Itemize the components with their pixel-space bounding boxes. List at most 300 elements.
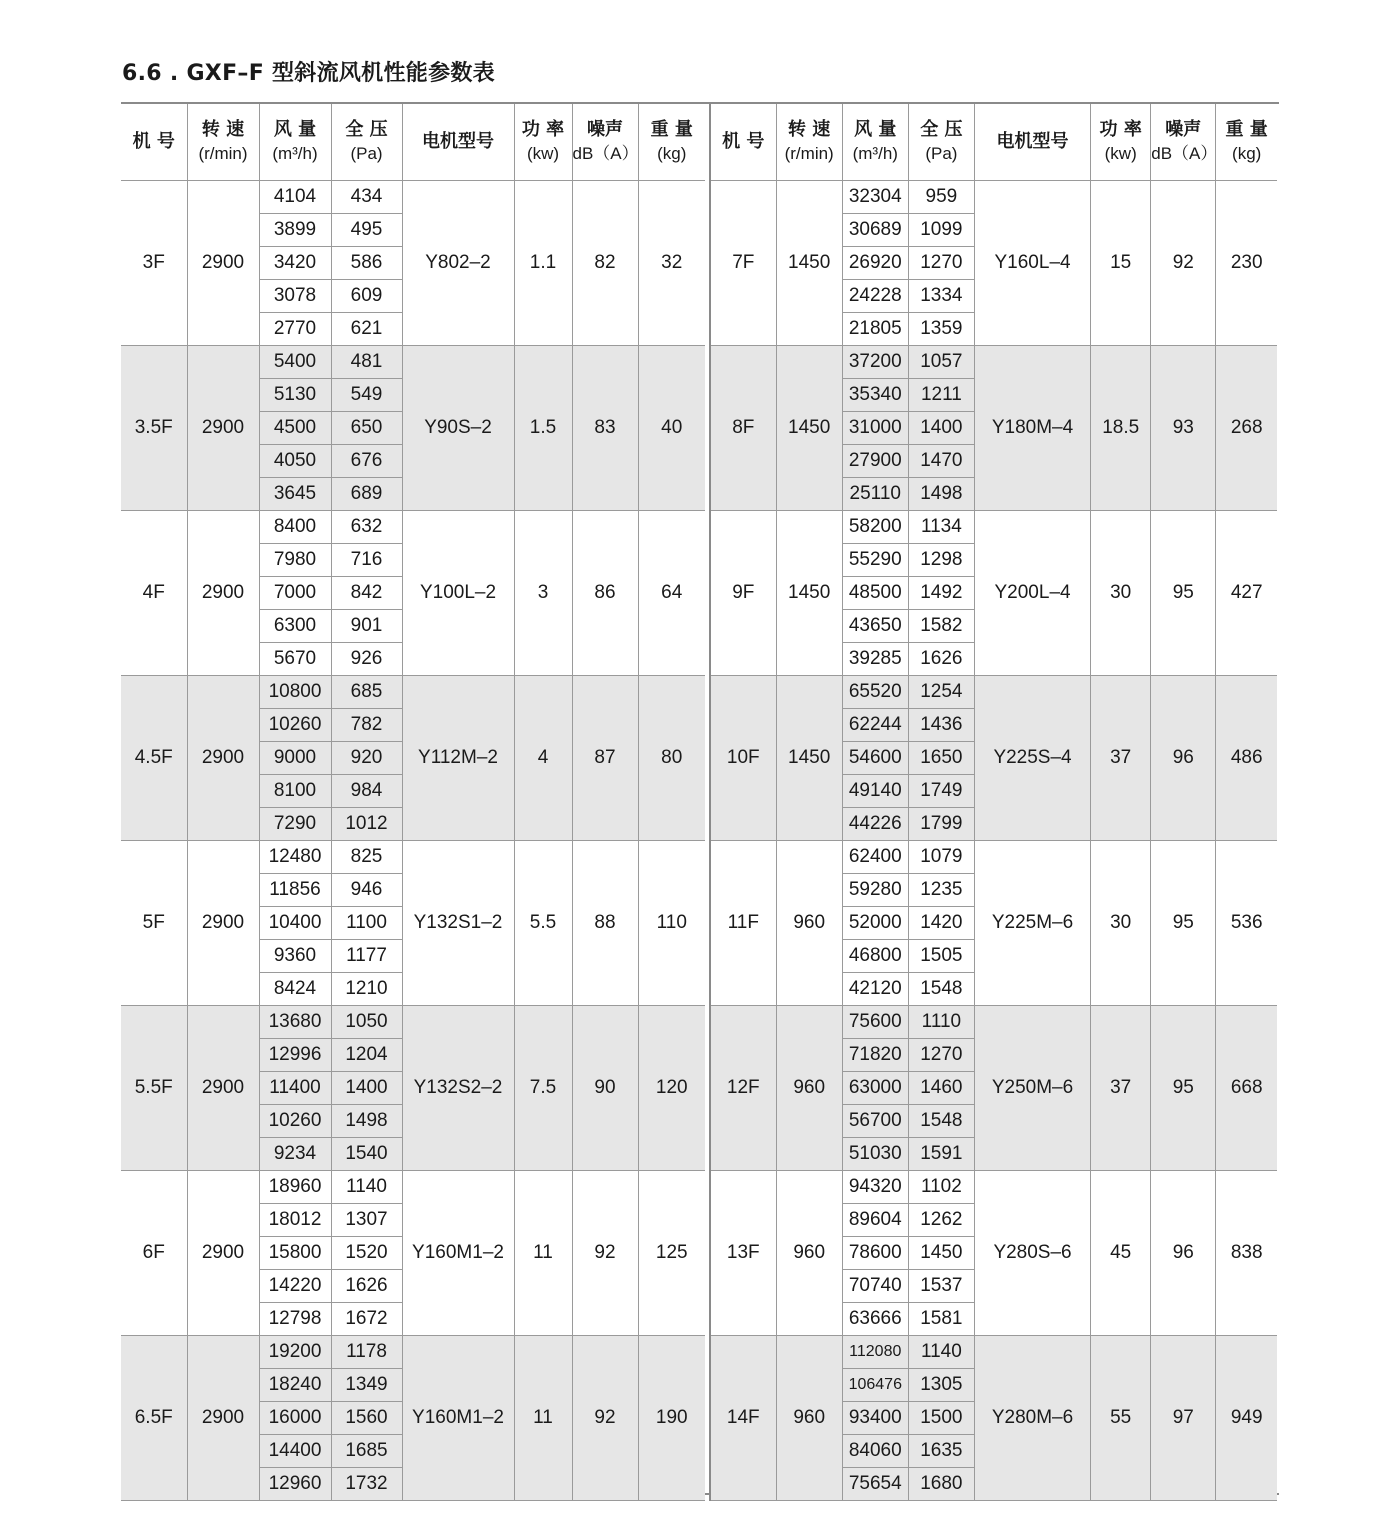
cell-pressure: 1500 <box>908 1402 974 1435</box>
cell-flow: 8400 <box>259 511 331 544</box>
cell-noise: 90 <box>572 1006 638 1171</box>
cell-power: 15 <box>1091 181 1151 346</box>
cell-pressure: 632 <box>331 511 402 544</box>
col-header-speed: 转 速 (r/min) <box>776 104 842 181</box>
col-header-noise: 噪声 dB（A） <box>1151 104 1216 181</box>
fan-group <box>710 1171 1277 1336</box>
cell-weight: 64 <box>638 511 705 676</box>
cell-noise: 87 <box>572 676 638 841</box>
cell-model: 7F <box>710 181 776 346</box>
table-row <box>121 1336 705 1369</box>
cell-pressure: 1307 <box>331 1204 402 1237</box>
cell-motor: Y200L–4 <box>974 511 1090 676</box>
cell-flow: 5130 <box>259 379 331 412</box>
cell-noise: 97 <box>1151 1336 1216 1501</box>
cell-power: 11 <box>514 1336 572 1501</box>
col-header-speed: 转 速 (r/min) <box>187 104 259 181</box>
cell-flow: 59280 <box>842 874 908 907</box>
cell-flow: 5670 <box>259 643 331 676</box>
cell-pressure: 1270 <box>908 1039 974 1072</box>
cell-model: 12F <box>710 1006 776 1171</box>
cell-flow: 5400 <box>259 346 331 379</box>
table-row <box>121 676 705 709</box>
cell-power: 3 <box>514 511 572 676</box>
fan-group <box>710 676 1277 841</box>
cell-noise: 86 <box>572 511 638 676</box>
cell-pressure: 901 <box>331 610 402 643</box>
cell-motor: Y280M–6 <box>974 1336 1090 1501</box>
cell-weight: 125 <box>638 1171 705 1336</box>
cell-flow: 49140 <box>842 775 908 808</box>
cell-speed: 960 <box>776 841 842 1006</box>
cell-weight: 486 <box>1216 676 1277 841</box>
cell-flow: 35340 <box>842 379 908 412</box>
cell-flow: 78600 <box>842 1237 908 1270</box>
cell-flow: 14220 <box>259 1270 331 1303</box>
fan-group <box>121 1006 705 1171</box>
cell-speed: 2900 <box>187 841 259 1006</box>
cell-pressure: 1650 <box>908 742 974 775</box>
cell-flow: 25110 <box>842 478 908 511</box>
cell-flow: 2770 <box>259 313 331 346</box>
cell-noise: 88 <box>572 841 638 1006</box>
cell-flow: 21805 <box>842 313 908 346</box>
col-header-pressure: 全 压 (Pa) <box>331 104 402 181</box>
cell-weight: 838 <box>1216 1171 1277 1336</box>
cell-flow: 9000 <box>259 742 331 775</box>
cell-power: 37 <box>1091 1006 1151 1171</box>
cell-weight: 230 <box>1216 181 1277 346</box>
cell-noise: 83 <box>572 346 638 511</box>
cell-flow: 24228 <box>842 280 908 313</box>
cell-flow: 11400 <box>259 1072 331 1105</box>
col-header-motor: 电机型号 <box>402 104 514 181</box>
right-table <box>709 104 1277 1501</box>
cell-pressure: 1470 <box>908 445 974 478</box>
cell-motor: Y180M–4 <box>974 346 1090 511</box>
cell-pressure: 1749 <box>908 775 974 808</box>
cell-flow: 112080 <box>842 1336 908 1369</box>
cell-pressure: 984 <box>331 775 402 808</box>
cell-speed: 2900 <box>187 1171 259 1336</box>
cell-pressure: 1436 <box>908 709 974 742</box>
cell-flow: 13680 <box>259 1006 331 1039</box>
table-row <box>121 511 705 544</box>
cell-motor: Y802–2 <box>402 181 514 346</box>
cell-flow: 39285 <box>842 643 908 676</box>
cell-pressure: 1235 <box>908 874 974 907</box>
cell-pressure: 1140 <box>331 1171 402 1204</box>
col-header-model: 机 号 <box>710 104 776 181</box>
cell-pressure: 716 <box>331 544 402 577</box>
header-row <box>710 104 1277 181</box>
cell-flow: 10260 <box>259 1105 331 1138</box>
left-table <box>121 104 705 1501</box>
cell-power: 30 <box>1091 511 1151 676</box>
fan-group <box>710 1336 1277 1501</box>
cell-model: 9F <box>710 511 776 676</box>
cell-weight: 32 <box>638 181 705 346</box>
cell-flow: 63000 <box>842 1072 908 1105</box>
cell-power: 30 <box>1091 841 1151 1006</box>
cell-model: 6.5F <box>121 1336 187 1501</box>
cell-pressure: 1732 <box>331 1468 402 1501</box>
cell-pressure: 1680 <box>908 1468 974 1501</box>
fan-group <box>121 511 705 676</box>
fan-group <box>121 346 705 511</box>
cell-pressure: 842 <box>331 577 402 610</box>
fan-group <box>710 346 1277 511</box>
table-row <box>710 676 1277 709</box>
cell-noise: 82 <box>572 181 638 346</box>
cell-pressure: 1262 <box>908 1204 974 1237</box>
cell-pressure: 586 <box>331 247 402 280</box>
cell-flow: 12996 <box>259 1039 331 1072</box>
cell-weight: 80 <box>638 676 705 841</box>
cell-motor: Y225M–6 <box>974 841 1090 1006</box>
cell-flow: 32304 <box>842 181 908 214</box>
cell-flow: 55290 <box>842 544 908 577</box>
table-row <box>710 1171 1277 1204</box>
cell-motor: Y100L–2 <box>402 511 514 676</box>
fan-group <box>121 181 705 346</box>
cell-speed: 2900 <box>187 346 259 511</box>
cell-flow: 7000 <box>259 577 331 610</box>
cell-pressure: 1548 <box>908 973 974 1006</box>
cell-noise: 95 <box>1151 1006 1216 1171</box>
table-row <box>121 346 705 379</box>
cell-pressure: 1178 <box>331 1336 402 1369</box>
cell-flow: 9234 <box>259 1138 331 1171</box>
cell-flow: 48500 <box>842 577 908 610</box>
cell-flow: 8424 <box>259 973 331 1006</box>
col-header-flow: 风 量 (m³/h) <box>842 104 908 181</box>
cell-pressure: 1050 <box>331 1006 402 1039</box>
cell-speed: 1450 <box>776 346 842 511</box>
cell-flow: 10800 <box>259 676 331 709</box>
cell-flow: 12960 <box>259 1468 331 1501</box>
cell-flow: 3078 <box>259 280 331 313</box>
cell-weight: 110 <box>638 841 705 1006</box>
cell-speed: 2900 <box>187 511 259 676</box>
cell-power: 5.5 <box>514 841 572 1006</box>
cell-pressure: 1548 <box>908 1105 974 1138</box>
cell-motor: Y250M–6 <box>974 1006 1090 1171</box>
page-title: 6.6 . GXF–F 型斜流风机性能参数表 <box>122 61 495 86</box>
cell-noise: 95 <box>1151 511 1216 676</box>
fan-group <box>121 676 705 841</box>
cell-pressure: 825 <box>331 841 402 874</box>
cell-flow: 14400 <box>259 1435 331 1468</box>
cell-flow: 46800 <box>842 940 908 973</box>
cell-weight: 427 <box>1216 511 1277 676</box>
cell-flow: 62244 <box>842 709 908 742</box>
cell-flow: 10400 <box>259 907 331 940</box>
table-row <box>710 1006 1277 1039</box>
cell-noise: 96 <box>1151 676 1216 841</box>
cell-flow: 18012 <box>259 1204 331 1237</box>
cell-pressure: 1626 <box>908 643 974 676</box>
fan-group <box>710 841 1277 1006</box>
cell-flow: 6300 <box>259 610 331 643</box>
cell-pressure: 621 <box>331 313 402 346</box>
col-header-power: 功 率 (kw) <box>514 104 572 181</box>
cell-flow: 62400 <box>842 841 908 874</box>
col-header-weight: 重 量 (kg) <box>638 104 705 181</box>
cell-pressure: 1210 <box>331 973 402 1006</box>
cell-flow: 10260 <box>259 709 331 742</box>
cell-motor: Y225S–4 <box>974 676 1090 841</box>
cell-flow: 12480 <box>259 841 331 874</box>
cell-pressure: 1211 <box>908 379 974 412</box>
cell-motor: Y160M1–2 <box>402 1171 514 1336</box>
fan-group <box>121 1336 705 1501</box>
cell-power: 18.5 <box>1091 346 1151 511</box>
cell-flow: 54600 <box>842 742 908 775</box>
cell-flow: 65520 <box>842 676 908 709</box>
table-row <box>121 1006 705 1039</box>
cell-motor: Y132S2–2 <box>402 1006 514 1171</box>
cell-flow: 27900 <box>842 445 908 478</box>
cell-pressure: 1537 <box>908 1270 974 1303</box>
cell-speed: 960 <box>776 1171 842 1336</box>
cell-speed: 2900 <box>187 1336 259 1501</box>
cell-flow: 58200 <box>842 511 908 544</box>
cell-noise: 92 <box>572 1336 638 1501</box>
cell-pressure: 959 <box>908 181 974 214</box>
cell-flow: 30689 <box>842 214 908 247</box>
cell-model: 13F <box>710 1171 776 1336</box>
cell-pressure: 1498 <box>908 478 974 511</box>
table-row <box>710 511 1277 544</box>
cell-speed: 1450 <box>776 181 842 346</box>
cell-pressure: 689 <box>331 478 402 511</box>
cell-speed: 1450 <box>776 511 842 676</box>
cell-model: 10F <box>710 676 776 841</box>
cell-pressure: 481 <box>331 346 402 379</box>
cell-flow: 7290 <box>259 808 331 841</box>
cell-flow: 31000 <box>842 412 908 445</box>
cell-power: 37 <box>1091 676 1151 841</box>
cell-power: 1.1 <box>514 181 572 346</box>
cell-pressure: 1420 <box>908 907 974 940</box>
cell-pressure: 926 <box>331 643 402 676</box>
cell-pressure: 685 <box>331 676 402 709</box>
cell-weight: 949 <box>1216 1336 1277 1501</box>
col-header-flow: 风 量 (m³/h) <box>259 104 331 181</box>
cell-flow: 51030 <box>842 1138 908 1171</box>
cell-power: 4 <box>514 676 572 841</box>
cell-pressure: 1799 <box>908 808 974 841</box>
cell-power: 7.5 <box>514 1006 572 1171</box>
cell-noise: 93 <box>1151 346 1216 511</box>
cell-flow: 75600 <box>842 1006 908 1039</box>
cell-pressure: 1079 <box>908 841 974 874</box>
cell-flow: 71820 <box>842 1039 908 1072</box>
col-header-model: 机 号 <box>121 104 187 181</box>
cell-pressure: 676 <box>331 445 402 478</box>
cell-flow: 52000 <box>842 907 908 940</box>
cell-pressure: 1560 <box>331 1402 402 1435</box>
table-row <box>121 841 705 874</box>
cell-pressure: 1012 <box>331 808 402 841</box>
col-header-pressure: 全 压 (Pa) <box>908 104 974 181</box>
fan-group <box>121 1171 705 1336</box>
cell-flow: 11856 <box>259 874 331 907</box>
cell-model: 4.5F <box>121 676 187 841</box>
cell-weight: 190 <box>638 1336 705 1501</box>
cell-power: 1.5 <box>514 346 572 511</box>
cell-pressure: 1099 <box>908 214 974 247</box>
cell-motor: Y112M–2 <box>402 676 514 841</box>
cell-pressure: 1100 <box>331 907 402 940</box>
cell-power: 11 <box>514 1171 572 1336</box>
col-header-power: 功 率 (kw) <box>1091 104 1151 181</box>
cell-pressure: 609 <box>331 280 402 313</box>
cell-pressure: 1334 <box>908 280 974 313</box>
cell-speed: 1450 <box>776 676 842 841</box>
cell-pressure: 1140 <box>908 1336 974 1369</box>
cell-flow: 43650 <box>842 610 908 643</box>
cell-pressure: 1582 <box>908 610 974 643</box>
cell-pressure: 782 <box>331 709 402 742</box>
cell-motor: Y90S–2 <box>402 346 514 511</box>
cell-pressure: 1057 <box>908 346 974 379</box>
cell-power: 55 <box>1091 1336 1151 1501</box>
col-header-weight: 重 量 (kg) <box>1216 104 1277 181</box>
cell-flow: 3645 <box>259 478 331 511</box>
performance-table <box>121 102 1279 1495</box>
cell-pressure: 1400 <box>331 1072 402 1105</box>
cell-flow: 18240 <box>259 1369 331 1402</box>
cell-flow: 84060 <box>842 1435 908 1468</box>
cell-model: 6F <box>121 1171 187 1336</box>
cell-pressure: 1204 <box>331 1039 402 1072</box>
cell-pressure: 1685 <box>331 1435 402 1468</box>
cell-model: 8F <box>710 346 776 511</box>
cell-flow: 75654 <box>842 1468 908 1501</box>
cell-pressure: 1349 <box>331 1369 402 1402</box>
cell-pressure: 1672 <box>331 1303 402 1336</box>
fan-group <box>710 181 1277 346</box>
cell-pressure: 1254 <box>908 676 974 709</box>
cell-model: 3.5F <box>121 346 187 511</box>
cell-pressure: 1635 <box>908 1435 974 1468</box>
cell-flow: 4500 <box>259 412 331 445</box>
table-row <box>710 181 1277 214</box>
cell-flow: 93400 <box>842 1402 908 1435</box>
cell-speed: 2900 <box>187 1006 259 1171</box>
cell-weight: 268 <box>1216 346 1277 511</box>
cell-model: 4F <box>121 511 187 676</box>
cell-model: 14F <box>710 1336 776 1501</box>
cell-weight: 536 <box>1216 841 1277 1006</box>
cell-motor: Y280S–6 <box>974 1171 1090 1336</box>
cell-speed: 960 <box>776 1006 842 1171</box>
cell-pressure: 946 <box>331 874 402 907</box>
cell-weight: 120 <box>638 1006 705 1171</box>
cell-power: 45 <box>1091 1171 1151 1336</box>
cell-pressure: 1359 <box>908 313 974 346</box>
cell-flow: 56700 <box>842 1105 908 1138</box>
col-header-motor: 电机型号 <box>974 104 1090 181</box>
cell-pressure: 1540 <box>331 1138 402 1171</box>
cell-flow: 63666 <box>842 1303 908 1336</box>
cell-speed: 2900 <box>187 181 259 346</box>
cell-pressure: 1110 <box>908 1006 974 1039</box>
cell-motor: Y160M1–2 <box>402 1336 514 1501</box>
cell-speed: 2900 <box>187 676 259 841</box>
cell-motor: Y132S1–2 <box>402 841 514 1006</box>
cell-flow: 4104 <box>259 181 331 214</box>
cell-pressure: 1177 <box>331 940 402 973</box>
cell-pressure: 1102 <box>908 1171 974 1204</box>
cell-pressure: 1505 <box>908 940 974 973</box>
cell-flow: 19200 <box>259 1336 331 1369</box>
cell-pressure: 650 <box>331 412 402 445</box>
col-header-noise: 噪声 dB（A） <box>572 104 638 181</box>
cell-flow: 106476 <box>842 1369 908 1402</box>
cell-flow: 3420 <box>259 247 331 280</box>
cell-pressure: 1591 <box>908 1138 974 1171</box>
cell-pressure: 549 <box>331 379 402 412</box>
cell-pressure: 495 <box>331 214 402 247</box>
cell-weight: 40 <box>638 346 705 511</box>
cell-pressure: 434 <box>331 181 402 214</box>
cell-flow: 7980 <box>259 544 331 577</box>
cell-flow: 3899 <box>259 214 331 247</box>
cell-model: 3F <box>121 181 187 346</box>
cell-noise: 95 <box>1151 841 1216 1006</box>
table-row <box>710 1336 1277 1369</box>
fan-group <box>710 511 1277 676</box>
cell-pressure: 1626 <box>331 1270 402 1303</box>
cell-pressure: 920 <box>331 742 402 775</box>
cell-pressure: 1498 <box>331 1105 402 1138</box>
fan-group <box>710 1006 1277 1171</box>
cell-flow: 15800 <box>259 1237 331 1270</box>
cell-weight: 668 <box>1216 1006 1277 1171</box>
cell-noise: 96 <box>1151 1171 1216 1336</box>
cell-pressure: 1305 <box>908 1369 974 1402</box>
cell-model: 11F <box>710 841 776 1006</box>
cell-pressure: 1492 <box>908 577 974 610</box>
table-row <box>710 841 1277 874</box>
cell-pressure: 1520 <box>331 1237 402 1270</box>
header-row <box>121 104 705 181</box>
cell-pressure: 1400 <box>908 412 974 445</box>
cell-flow: 42120 <box>842 973 908 1006</box>
table-row <box>121 181 705 214</box>
cell-flow: 8100 <box>259 775 331 808</box>
fan-group <box>121 841 705 1006</box>
cell-pressure: 1450 <box>908 1237 974 1270</box>
cell-model: 5.5F <box>121 1006 187 1171</box>
cell-pressure: 1581 <box>908 1303 974 1336</box>
cell-pressure: 1298 <box>908 544 974 577</box>
cell-pressure: 1460 <box>908 1072 974 1105</box>
cell-pressure: 1134 <box>908 511 974 544</box>
cell-flow: 4050 <box>259 445 331 478</box>
cell-flow: 94320 <box>842 1171 908 1204</box>
cell-speed: 960 <box>776 1336 842 1501</box>
cell-flow: 44226 <box>842 808 908 841</box>
cell-noise: 92 <box>1151 181 1216 346</box>
cell-noise: 92 <box>572 1171 638 1336</box>
cell-motor: Y160L–4 <box>974 181 1090 346</box>
cell-model: 5F <box>121 841 187 1006</box>
cell-flow: 18960 <box>259 1171 331 1204</box>
